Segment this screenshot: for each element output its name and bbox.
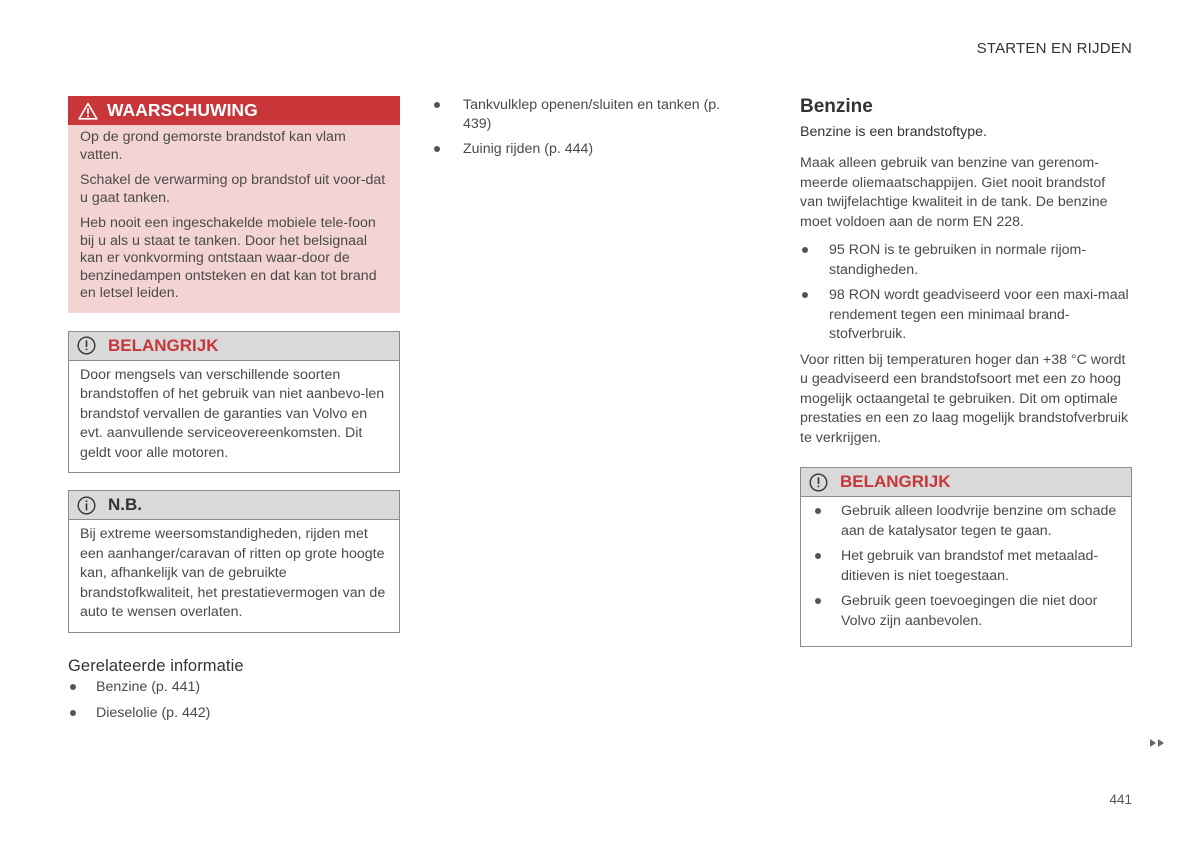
- page-number: 441: [1109, 792, 1132, 807]
- related-info: [68, 657, 400, 723]
- octane-list: [800, 241, 1132, 345]
- benzine-paragraph: Maak alleen gebruik van benzine van gerenom-meerde oliemaatschappijen. Giet nooit brandstof van twijfelachtige kwaliteit in de tank. De benzine moet voldoen aan de norm EN 228.: [800, 155, 1108, 230]
- warning-header: [68, 96, 400, 125]
- info-circle-icon: [77, 496, 96, 515]
- warning-paragraph: Op de grond gemorste brandstof kan vlam vatten.: [80, 129, 346, 163]
- note-title: N.B.: [108, 495, 142, 514]
- benzine-lead: Benzine is een brandstoftype.: [800, 124, 987, 140]
- related-link-dieselolie[interactable]: Dieselolie (p. 442): [68, 704, 400, 723]
- note-body: [69, 520, 399, 632]
- benzine-heading: Benzine: [800, 96, 873, 117]
- important-item: Het gebruik van brandstof met metaalad-ditieven is niet toegestaan.: [812, 547, 1121, 586]
- exclamation-circle-icon: [809, 473, 828, 492]
- related-link-benzine[interactable]: Benzine (p. 441): [68, 678, 400, 697]
- related-link-tankvulklep[interactable]: Tankvulklep openen/sluiten en tanken (p. 439): [432, 96, 732, 134]
- double-arrow-right-icon[interactable]: [1149, 736, 1167, 750]
- temperature-paragraph: Voor ritten bij temperaturen hoger dan +38 °C wordt u geadviseerd een brandstofsoort met een zo hoog mogelijk octaangetal te gebruiken. Dit om optimale prestaties en een zo laag mogelijk brandstofverbruik te verkrijgen.: [800, 351, 1129, 446]
- important-header: [801, 468, 1131, 497]
- warning-title: WAARSCHUWING: [107, 100, 258, 120]
- important-item: Gebruik alleen loodvrije benzine om schade aan de katalysator tegen te gaan.: [812, 502, 1121, 541]
- note-box: [68, 490, 400, 633]
- warning-paragraph: Schakel de verwarming op brandstof uit voor-dat u gaat tanken.: [80, 172, 386, 206]
- warning-body: [68, 125, 400, 313]
- warning-box: [68, 96, 400, 313]
- important-header: [69, 332, 399, 361]
- note-text: Bij extreme weersomstandigheden, rijden met een aanhanger/caravan of ritten op grote hoogte kan, afhankelijk van de gebruikte brandstofkwaliteit, het prestatievermogen van de auto te wensen overlaten.: [80, 526, 386, 620]
- important-text: Door mengsels van verschillende soorten brandstoffen of het gebruik van niet aanbevo-len brandstof vervallen de garanties van Volvo en evt. aanvullende serviceovereenkomsten. Dit geldt voor alle motoren.: [80, 366, 385, 461]
- section-header: STARTEN EN RIJDEN: [976, 40, 1132, 57]
- note-header: [69, 491, 399, 520]
- warning-paragraph: Heb nooit een ingeschakelde mobiele tele-foon bij u als u staat te tanken. Door het belsignaal kan er vonkvorming ontstaan waar-door de benzinedampen ontsteken en dat kan tot brand en letsel leiden.: [80, 215, 377, 301]
- column-middle: [432, 96, 732, 165]
- related-link-zuinig-rijden[interactable]: Zuinig rijden (p. 444): [432, 140, 732, 159]
- important-box: [68, 331, 400, 474]
- octane-item: 98 RON wordt geadviseerd voor een maxi-maal rendement tegen een minimaal brand-stofverbruik.: [800, 286, 1132, 345]
- octane-item: 95 RON is te gebruiken in normale rijom-standigheden.: [800, 241, 1132, 280]
- important-title: BELANGRIJK: [108, 335, 219, 355]
- important-title: BELANGRIJK: [840, 472, 951, 491]
- important-box-benzine: [800, 467, 1132, 647]
- important-list: [812, 502, 1121, 631]
- related-list-continued: [432, 96, 732, 159]
- column-left: [68, 96, 400, 730]
- related-list: [68, 678, 400, 723]
- warning-triangle-icon: [78, 102, 98, 120]
- important-body: [801, 497, 1131, 646]
- column-right: [800, 96, 1132, 664]
- related-heading: Gerelateerde informatie: [68, 656, 244, 675]
- important-body: [69, 361, 399, 473]
- exclamation-circle-icon: [77, 336, 96, 355]
- important-item: Gebruik geen toevoegingen die niet door Volvo zijn aanbevolen.: [812, 592, 1121, 631]
